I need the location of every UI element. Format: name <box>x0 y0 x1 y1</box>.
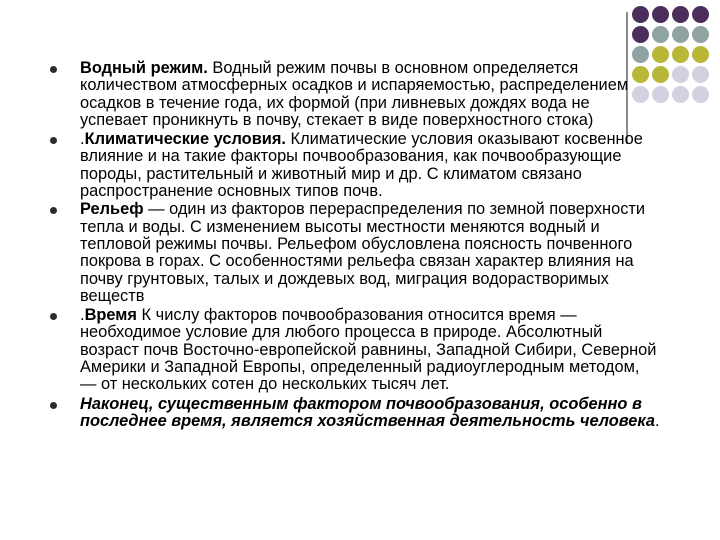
list-item-relief <box>50 201 660 305</box>
decor-dot <box>652 26 669 43</box>
bullet-icon <box>50 66 57 73</box>
decor-dot <box>652 6 669 23</box>
decor-dot <box>692 46 709 63</box>
item-lead: . <box>80 306 85 325</box>
item-text: Климатические условия оказывают косвенное влияние и на такие факторы почвообразования, как почвообразующие породы, растительный и животный мир и др. С климатом связано распространение основных типов почв. <box>80 130 643 201</box>
bullet-icon <box>50 137 57 144</box>
list-item-water-regime <box>50 60 660 129</box>
item-title: Рельеф <box>80 200 144 219</box>
decor-dot <box>672 6 689 23</box>
bullet-icon <box>50 207 57 214</box>
item-text: — один из факторов перераспределения по земной поверхности тепла и воды. С изменением высоты местности меняются водный и тепловой режимы почвы. Рельефом обусловлена поясность почвенного покрова в горах. С особенностями рельефа связан характер влияния на почву грунтовых, талых и дождевых вод, миграция водорастворимых веществ <box>80 200 646 305</box>
decor-dot <box>692 86 709 103</box>
decor-dot <box>672 26 689 43</box>
item-lead: . <box>80 130 85 149</box>
decor-dot <box>692 26 709 43</box>
item-title: Климатические условия. <box>84 130 286 149</box>
decor-dot <box>672 66 689 83</box>
decor-dot <box>632 26 649 43</box>
list-item-human-activity <box>50 396 660 431</box>
item-text: Водный режим почвы в основном определяется количеством атмосферных осадков и испаряемостью, распределением осадков в течение года, их формой (при ливневых дождях вода не успевает проникнуть в почву, стекает в виде поверхностного стока) <box>80 59 629 129</box>
list-item-climate <box>50 131 660 200</box>
decor-dot <box>692 66 709 83</box>
item-text: К числу факторов почвообразования относится время — необходимое условие для любого процесса в природе. Абсолютный возраст почв Восточно-европейской равнины, Западной Сибири, Северной Америки и Западной Европы, определенный радиоуглеродным методом, — от нескольких сотен до нескольких тысяч лет. <box>80 306 657 394</box>
list-item-time <box>50 307 660 393</box>
item-text: . <box>655 411 660 430</box>
bullet-icon <box>50 313 57 320</box>
decor-dot <box>632 6 649 23</box>
item-title: Наконец, существенным фактором почвообразования, особенно в последнее время, является хозяйственная деятельность человека <box>80 394 656 430</box>
item-title: Время <box>84 306 137 325</box>
decor-dot <box>672 46 689 63</box>
decor-dot <box>692 6 709 23</box>
decor-dot <box>672 86 689 103</box>
bullet-list <box>50 60 660 430</box>
bullet-icon <box>50 402 57 409</box>
item-title: Водный режим. <box>80 59 208 77</box>
